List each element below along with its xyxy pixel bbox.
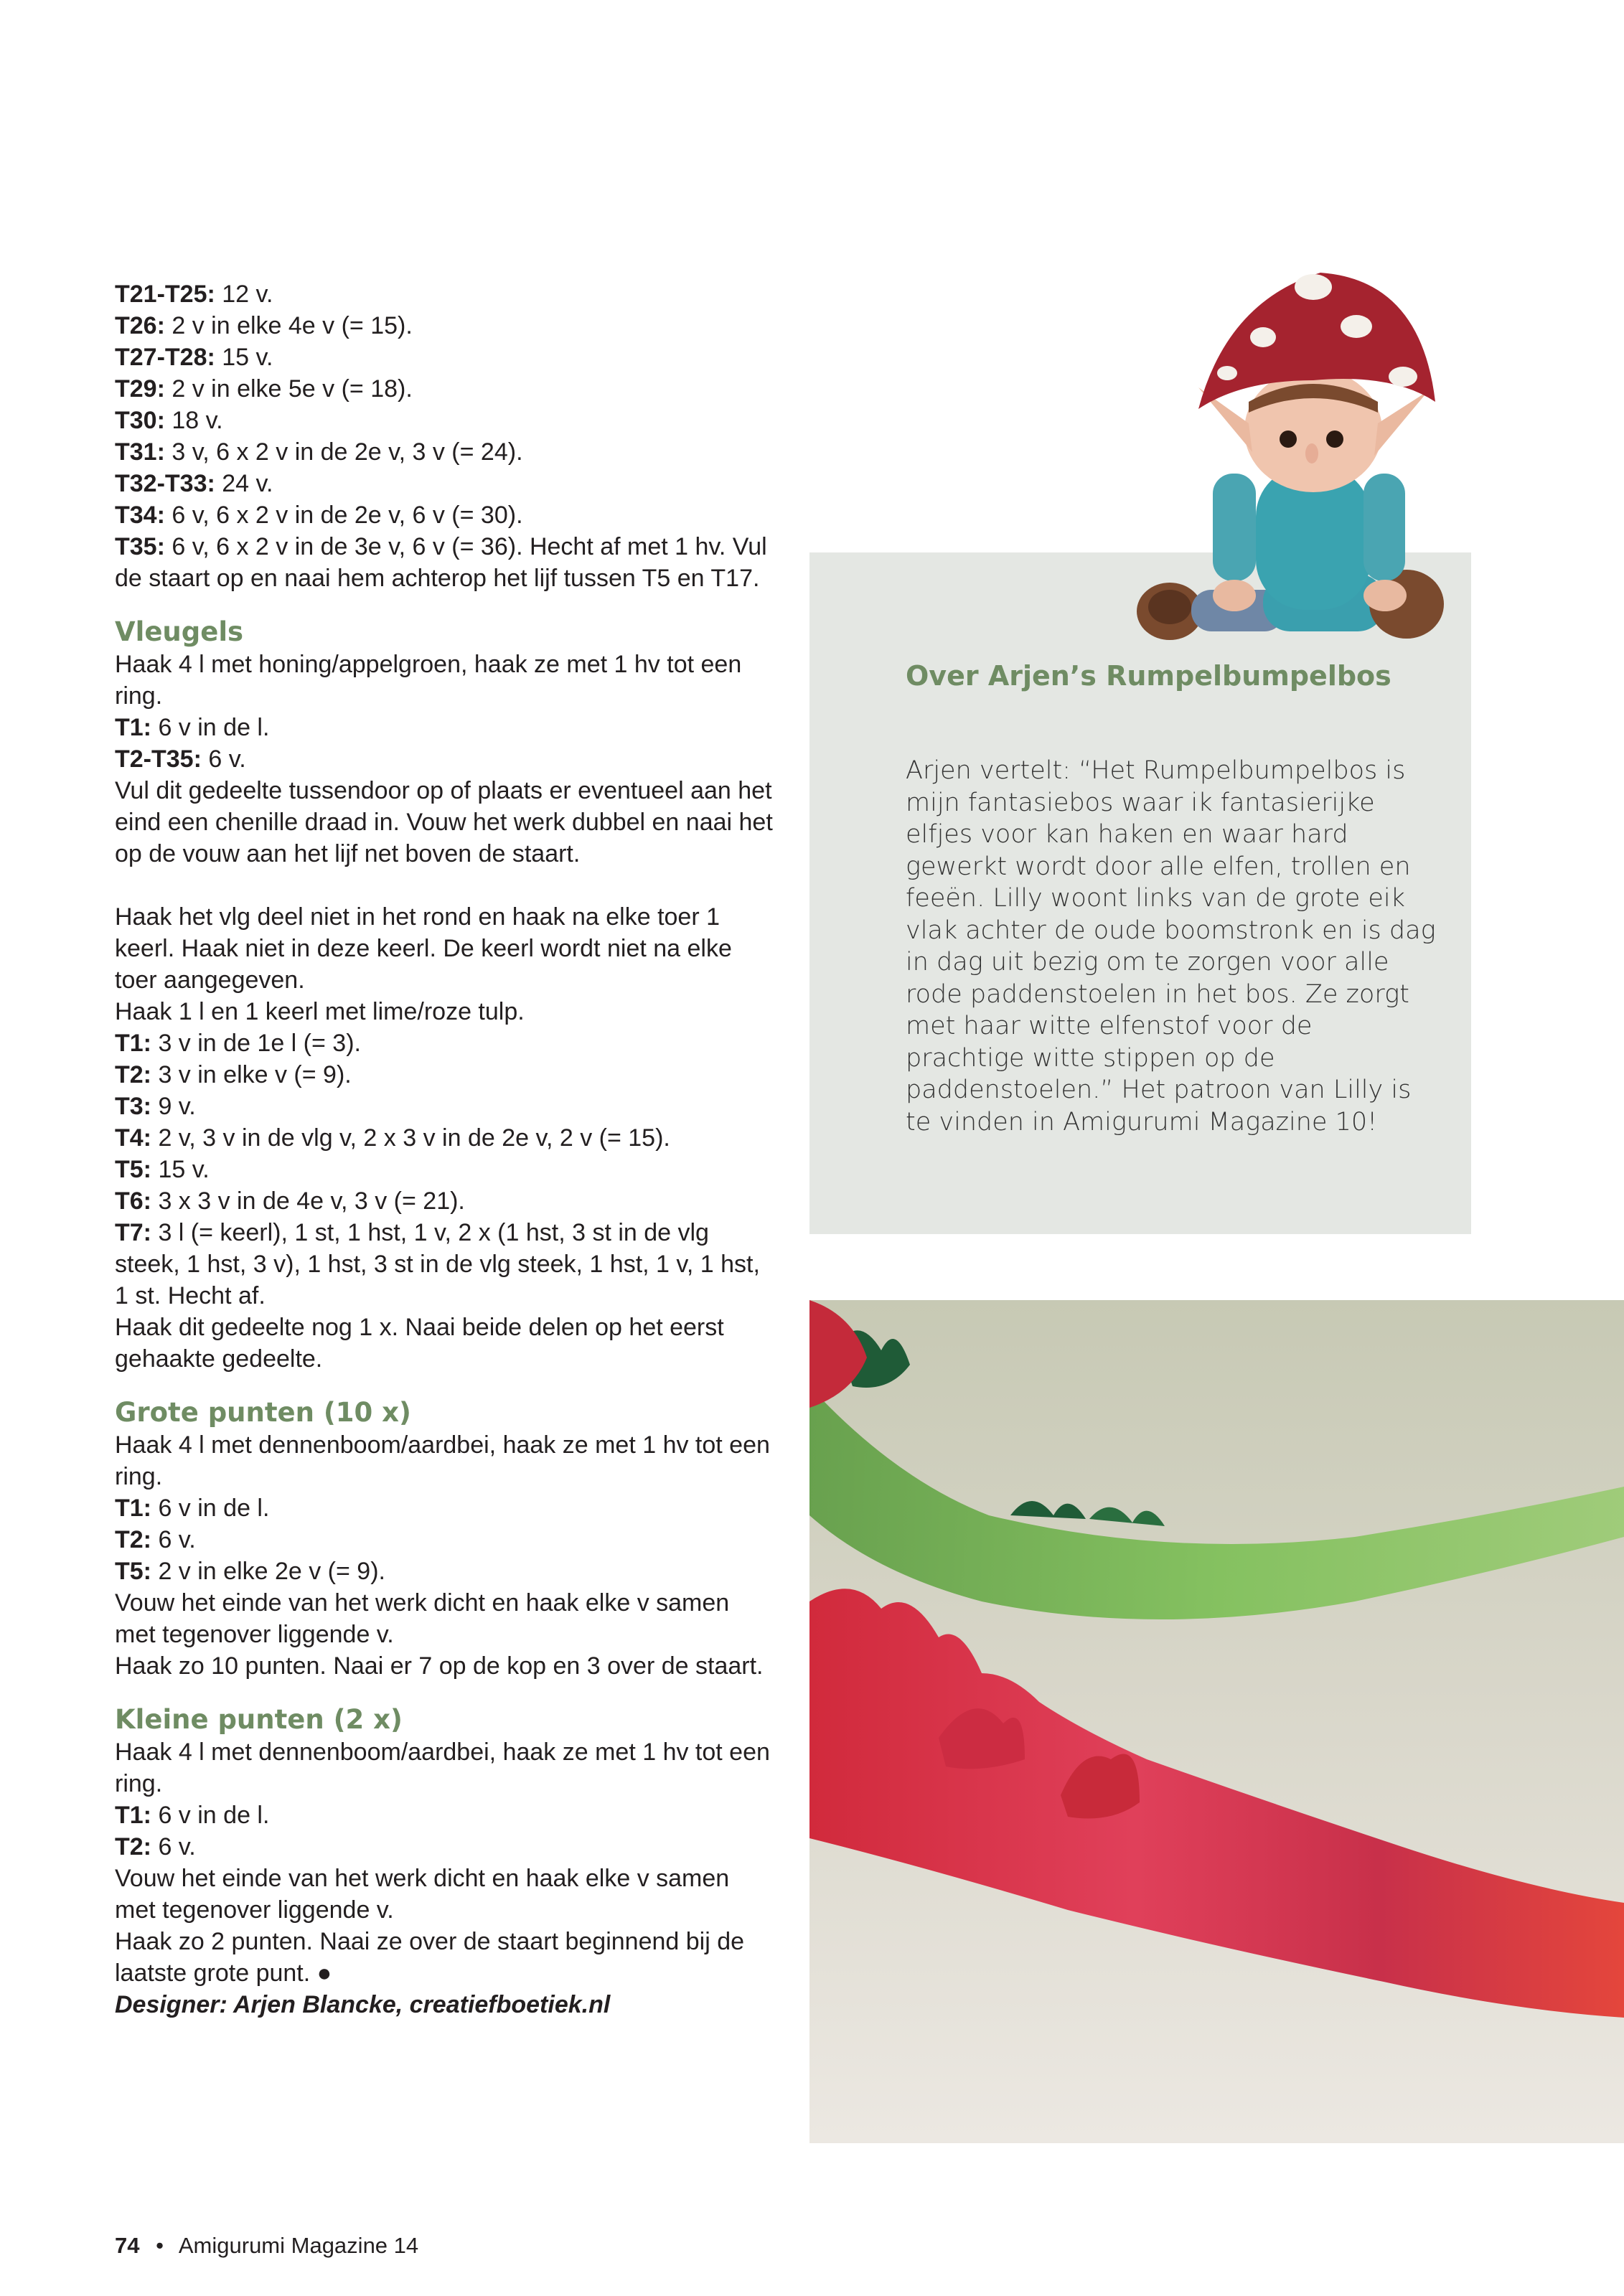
row: T3: 9 v. [115, 1093, 196, 1120]
row: T27-T28: 15 v. [115, 344, 273, 371]
row: T4: 2 v, 3 v in de vlg v, 2 x 3 v in de 2e v, 2 v (= 15). [115, 1124, 670, 1152]
cap-spot [1341, 315, 1372, 338]
row: T26: 2 v in elke 4e v (= 15). [115, 312, 413, 339]
section-title-vleugels: Vleugels [115, 616, 244, 647]
spacer [115, 870, 775, 901]
sidebar-title: Over Arjen’s Rumpelbumpelbos [906, 660, 1391, 692]
row: T1: 6 v in de l. [115, 714, 270, 741]
row: T32-T33: 24 v. [115, 470, 273, 497]
row: T1: 3 v in de 1e l (= 3). [115, 1030, 361, 1057]
cap-spot [1217, 366, 1237, 380]
instruction: Haak 1 l en 1 keerl met lime/roze tulp. [115, 998, 525, 1025]
left-shoe-sole [1148, 590, 1191, 624]
row: T1: 6 v in de l. [115, 1495, 270, 1522]
instruction: Haak zo 2 punten. Naai ze over de staart beginnend bij de laatste grote punt. ● [115, 1928, 745, 1987]
page-footer [115, 2231, 418, 2260]
magazine-name: Amigurumi Magazine 14 [178, 2233, 419, 2258]
row: T6: 3 x 3 v in de 4e v, 3 v (= 21). [115, 1187, 465, 1215]
row: T2: 6 v. [115, 1833, 196, 1860]
row: T29: 2 v in elke 5e v (= 18). [115, 375, 413, 403]
row: T21-T25: 12 v. [115, 281, 273, 308]
gnome-photo [1120, 258, 1457, 660]
instruction: Haak zo 10 punten. Naai er 7 op de kop en 3 over de staart. [115, 1652, 764, 1680]
row: T2: 6 v. [115, 1526, 196, 1553]
row: T35: 6 v, 6 x 2 v in de 3e v, 6 v (= 36). Hecht af met 1 hv. Vul de staart op en naai hem achterop het lijf tussen T5 en T17. [115, 533, 767, 592]
cap-spot [1250, 327, 1276, 347]
hand-left [1213, 580, 1256, 611]
row: T5: 2 v in elke 2e v (= 9). [115, 1558, 385, 1585]
eye-left [1280, 430, 1297, 448]
cap-spot [1389, 367, 1417, 387]
ear-right [1374, 391, 1428, 456]
row: T34: 6 v, 6 x 2 v in de 2e v, 6 v (= 30). [115, 502, 523, 529]
instruction: Vul dit gedeelte tussendoor op of plaats er eventueel aan het eind een chenille draad in. Vouw het werk dubbel en naai het op de vouw aan het lijf net boven de staart. [115, 777, 773, 867]
row: T2-T35: 6 v. [115, 745, 246, 773]
row: T30: 18 v. [115, 407, 223, 434]
row: T31: 3 v, 6 x 2 v in de 2e v, 3 v (= 24). [115, 438, 523, 466]
instruction: Vouw het einde van het werk dicht en haak elke v samen met tegenover liggende v. [115, 1865, 730, 1924]
arm-left [1213, 474, 1256, 581]
eye-right [1326, 430, 1343, 448]
section-title-grote-punten: Grote punten (10 x) [115, 1397, 411, 1428]
row: T5: 15 v. [115, 1156, 210, 1183]
instruction: Haak 4 l met dennenboom/aardbei, haak ze met 1 hv tot een ring. [115, 1431, 770, 1490]
footer-bullet: • [156, 2233, 164, 2258]
instruction: Haak 4 l met honing/appelgroen, haak ze met 1 hv tot een ring. [115, 651, 742, 710]
instruction: Haak het vlg deel niet in het rond en haak na elke toer 1 keerl. Haak niet in deze keerl. De keerl wordt niet na elke toer aangegeven. [115, 903, 732, 994]
instruction: Haak dit gedeelte nog 1 x. Naai beide delen op het eerst gehaakte gedeelte. [115, 1314, 724, 1373]
crochet-photo [809, 1300, 1624, 2143]
row: T1: 6 v in de l. [115, 1802, 270, 1829]
rows-top [115, 278, 775, 594]
instruction: Vouw het einde van het werk dicht en haak elke v samen met tegenover liggende v. [115, 1589, 730, 1648]
section-title-kleine-punten: Kleine punten (2 x) [115, 1704, 403, 1735]
pattern-column [115, 278, 775, 2020]
instruction: Haak 4 l met dennenboom/aardbei, haak ze met 1 hv tot een ring. [115, 1739, 770, 1797]
designer-credit: Designer: Arjen Blancke, creatiefboetiek.nl [115, 1991, 611, 2018]
hand-right [1363, 580, 1407, 611]
page-number: 74 [115, 2233, 140, 2258]
sidebar-text: Arjen vertelt: “Het Rumpelbumpelbos is mijn fantasiebos waar ik fantasierijke elfjes voor kan haken en waar hard gewerkt wordt door alle elfen, trollen en feeën. Lilly woont links van de grote eik vlak achter de oude boomstronk en is dag in dag uit bezig om te zorgen voor alle rode paddenstoelen in het bos. Ze zorgt met haar witte elfenstof voor de prachtige witte stippen op de paddenstoelen.” Het patroon van Lilly is te vinden in Amigurumi Magazine 10! [906, 756, 1436, 1137]
nose [1305, 443, 1318, 464]
row: T2: 3 v in elke v (= 9). [115, 1061, 352, 1088]
arm-right [1363, 474, 1405, 581]
row: T7: 3 l (= keerl), 1 st, 1 hst, 1 v, 2 x (1 hst, 3 st in de vlg steek, 1 hst, 3 v), 1 hst, 3 st in de vlg steek, 1 hst, 1 v, 1 hst, 1 st. Hecht af. [115, 1219, 760, 1309]
cap-spot [1295, 274, 1332, 300]
